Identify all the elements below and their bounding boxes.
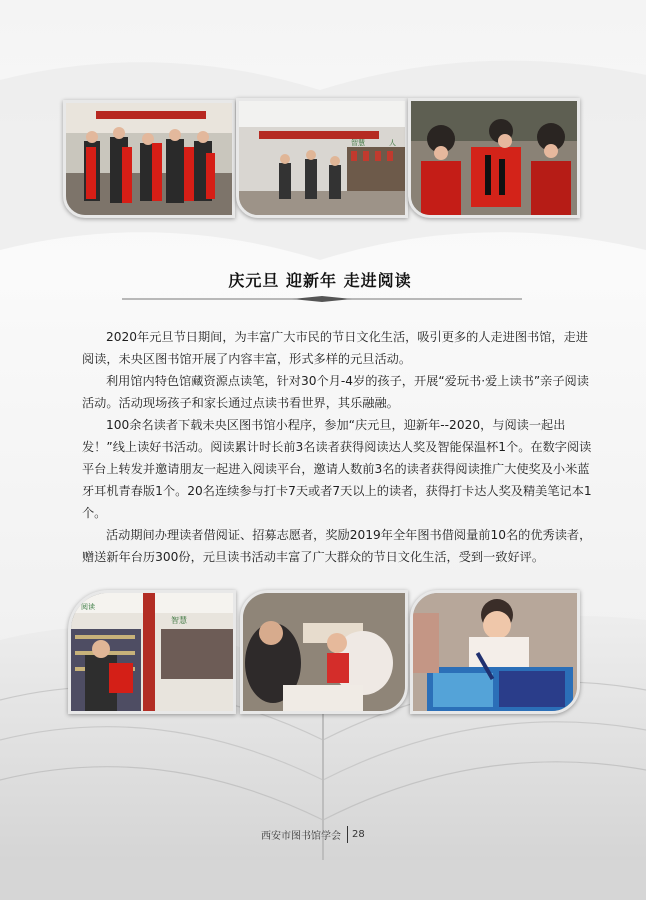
photo-library-hall	[236, 98, 408, 218]
paragraph: 活动期间办理读者借阅证、招募志愿者，奖励2019年全年图书借阅量前10名的优秀读者，赠送新年台历300份，元旦读书活动丰富了广大群众的节日文化生活，受到一致好评。	[82, 528, 592, 564]
photo-reader-with-calendar	[68, 590, 236, 714]
paragraph: 2020年元旦节日期间，为丰富广大市民的节日文化生活，吸引更多的人走进图书馆，走进阅读，未央区图书馆开展了内容丰富，形式多样的元旦活动。	[82, 330, 588, 366]
publisher-name: 西安市图书馆学会	[255, 826, 348, 843]
photo-calligraphy-crowd	[408, 98, 580, 218]
article-body	[82, 326, 594, 568]
paragraph: 100余名读者下载未央区图书馆小程序，参加“庆元旦，迎新年--2020，与阅读一起出发！”线上读好书活动。阅读累计时长前3名读者获得阅读达人奖及智能保温杯1个。在数字阅读平台上转发并邀请朋友一起进入阅读平台，邀请人数前3名的读者获得阅读推广大使奖及小米蓝牙耳机青春版1个。20名连续参与打卡7天或者7天以上的读者，获得打卡达人奖及精美笔记本1个。	[82, 418, 592, 520]
bookstore-sign-text: 智慧	[171, 616, 187, 625]
reading-sign-text: 阅读	[81, 603, 95, 611]
photo-children-reading	[240, 590, 408, 714]
article-heading: 庆元旦 迎新年 走进阅读	[228, 271, 412, 290]
photo-couplet-group	[63, 100, 235, 218]
page-footer	[255, 826, 365, 842]
sign-left-text: 智慧	[351, 139, 365, 147]
heading-divider	[122, 296, 522, 302]
photo-child-with-reading-pen	[410, 590, 580, 714]
page-number: 28	[352, 828, 365, 840]
paragraph: 利用馆内特色馆藏资源点读笔，针对30个月-4岁的孩子，开展“爱玩书·爱上读书”亲子阅读活动。活动现场孩子和家长通过点读书看世界，其乐融融。	[82, 374, 589, 410]
sign-right-text: 人	[389, 139, 396, 147]
